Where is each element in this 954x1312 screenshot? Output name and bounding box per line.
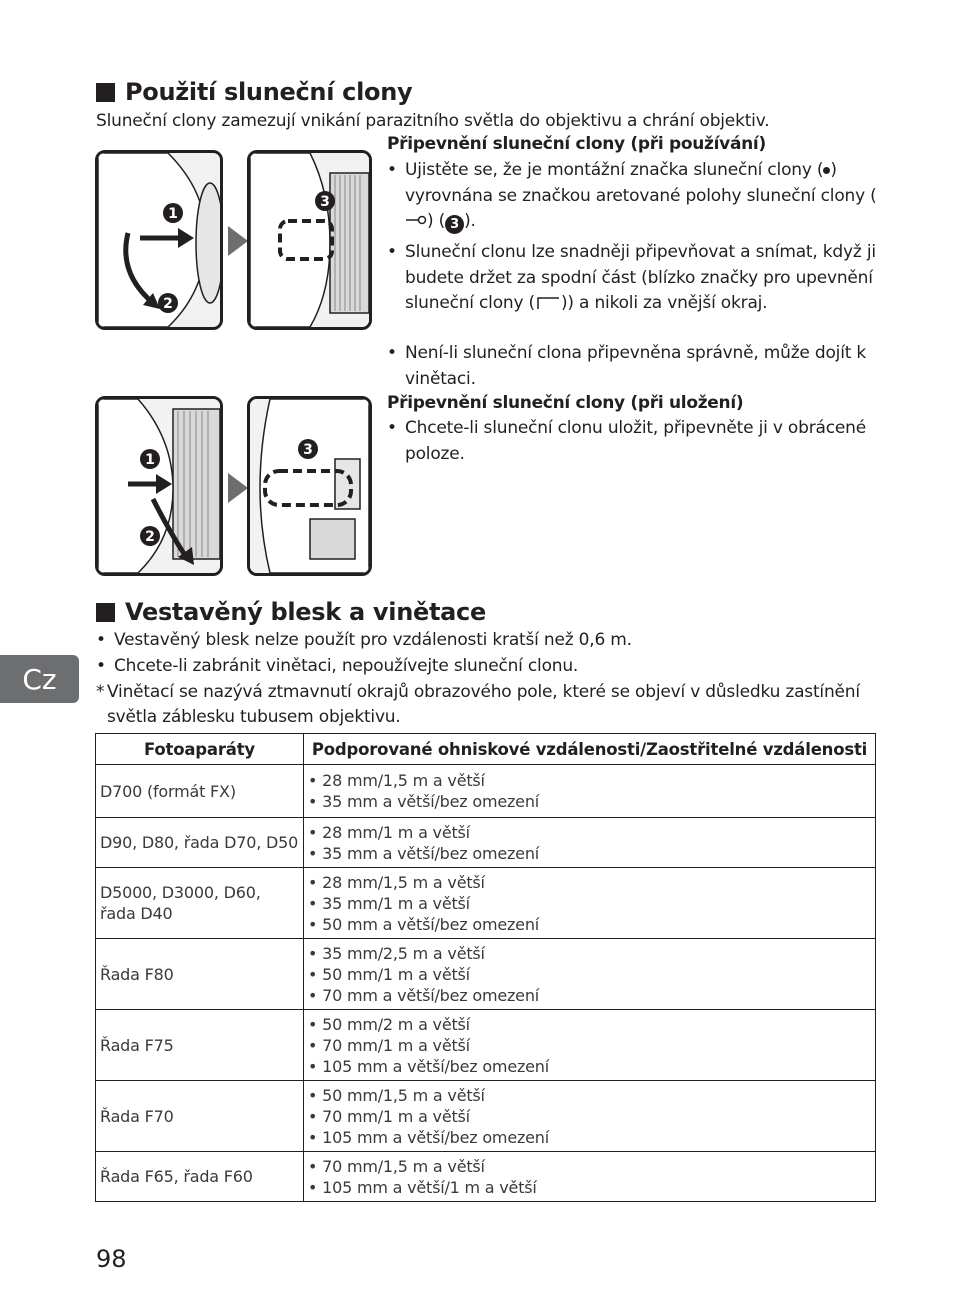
value-line: • 70 mm/1 m a větší	[308, 1106, 470, 1126]
table-row	[96, 1010, 876, 1081]
step-1-number: 1	[168, 206, 178, 222]
bullet-dot: •	[96, 630, 106, 650]
values-cell	[304, 868, 876, 939]
camera-cell: Řada F70	[96, 1081, 304, 1152]
bullet-text: Není-li sluneční clona připevněna správně, může dojít k vinětaci.	[405, 343, 867, 389]
bullet-text-part: ).	[464, 211, 476, 231]
camera-cell: Řada F75	[96, 1010, 304, 1081]
value-line: • 28 mm/1 m a větší	[308, 822, 470, 842]
arrow-right-icon	[228, 473, 248, 503]
store-step-1-number: 1	[145, 452, 155, 468]
figure-hood-store-step1	[95, 396, 223, 576]
step-2-number: 2	[163, 296, 173, 312]
camera-cell: D90, D80, řada D70, D50	[96, 818, 304, 868]
values-cell	[304, 1010, 876, 1081]
camera-cell: D700 (formát FX)	[96, 765, 304, 818]
values-cell	[304, 765, 876, 818]
bullet-text-part: Ujistěte se, že je montážní značka sluneční clony (	[405, 160, 824, 180]
table-header-row	[96, 734, 876, 765]
value-line: • 50 mm/2 m a větší	[308, 1014, 470, 1034]
bullet-dot: •	[387, 343, 397, 363]
hood-mount-icon	[535, 294, 561, 310]
bullet-text-part: ) vyrovnána se značkou aretované polohy sluneční clony (	[405, 160, 877, 206]
bullet-dot: •	[96, 656, 106, 676]
bullet-no-hood	[96, 654, 876, 680]
table-row	[96, 765, 876, 818]
value-line: • 50 mm a větší/bez omezení	[308, 914, 540, 934]
value-line: • 105 mm a větší/1 m a větší	[308, 1177, 537, 1197]
value-line: • 50 mm/1 m a větší	[308, 964, 470, 984]
section-heading-lens-hood	[96, 78, 412, 106]
value-line: • 35 mm/2,5 m a větší	[308, 943, 485, 963]
language-tab-czech: Cz	[0, 655, 79, 703]
values-cell	[304, 939, 876, 1010]
camera-cell: Řada F65, řada F60	[96, 1152, 304, 1202]
step-3-inline-badge: 3	[445, 215, 464, 234]
bullet-store	[387, 416, 877, 467]
square-bullet-icon	[96, 603, 115, 622]
values-cell	[304, 818, 876, 868]
bullet-text-part: ) (	[427, 211, 446, 231]
value-line: • 105 mm a větší/bez omezení	[308, 1127, 549, 1147]
bullet-dot: •	[387, 418, 397, 438]
table-row	[96, 868, 876, 939]
bullet-vignetting	[387, 341, 877, 392]
bullet-text: Chcete-li sluneční clonu uložit, připevněte ji v obrácené poloze.	[405, 418, 866, 464]
intro-text: Sluneční clony zamezují vnikání parazitního světla do objektivu a chrání objektiv.	[96, 111, 770, 131]
arrow-right-icon	[228, 226, 248, 256]
store-step-3-number: 3	[303, 442, 313, 458]
figure-hood-attach-step2	[247, 150, 372, 330]
header-focal-lengths: Podporované ohniskové vzdálenosti/Zaostřitelné vzdálenosti	[304, 734, 876, 765]
camera-cell: D5000, D3000, D60, řada D40	[96, 868, 304, 939]
value-line: • 35 mm a větší/bez omezení	[308, 792, 540, 811]
page-number: 98	[96, 1245, 127, 1273]
bullet-grip	[387, 240, 877, 317]
step-3-number: 3	[320, 194, 330, 210]
value-line: • 35 mm/1 m a větší	[308, 893, 470, 913]
section-title: Použití sluneční clony	[125, 78, 413, 106]
table-row	[96, 818, 876, 868]
value-line: • 70 mm a větší/bez omezení	[308, 985, 540, 1005]
camera-compatibility-table	[95, 733, 876, 1202]
table-row	[96, 1152, 876, 1202]
footnote-asterisk: *	[96, 682, 105, 702]
footnote-text: Vinětací se nazývá ztmavnutí okrajů obrazového pole, které se objeví v důsledku zastínění světla záblesku tubusem objektivu.	[107, 682, 860, 727]
bullet-text: Chcete-li zabránit vinětaci, nepoužívejte sluneční clonu.	[114, 656, 579, 676]
subheading-attach-store: Připevnění sluneční clony (při uložení)	[387, 393, 744, 413]
bullet-dot: •	[387, 242, 397, 262]
value-line: • 70 mm/1 m a větší	[308, 1035, 470, 1055]
value-line: • 35 mm a větší/bez omezení	[308, 843, 540, 863]
square-bullet-icon	[96, 83, 115, 102]
bullet-flash-distance	[96, 628, 876, 654]
camera-cell: Řada F80	[96, 939, 304, 1010]
values-cell	[304, 1081, 876, 1152]
bullet-text-part: )) a nikoli za vnější okraj.	[560, 293, 768, 313]
section-heading-flash	[96, 598, 486, 626]
table-row	[96, 939, 876, 1010]
figure-hood-attach-step1	[95, 150, 223, 330]
table-row	[96, 1081, 876, 1152]
value-line: • 28 mm/1,5 m a větší	[308, 771, 485, 790]
value-line: • 105 mm a větší/bez omezení	[308, 1056, 549, 1076]
value-line: • 70 mm/1,5 m a větší	[308, 1156, 485, 1176]
value-line: • 28 mm/1,5 m a větší	[308, 872, 485, 892]
value-line: • 50 mm/1,5 m a větší	[308, 1085, 485, 1105]
store-step-2-number: 2	[145, 529, 155, 545]
subheading-attach-use: Připevnění sluneční clony (při používání)	[387, 134, 766, 154]
bullet-text-part: Sluneční clonu lze snadněji připevňovat a snímat, když ji budete držet za spodní část (blízko značky pro upevnění sluneční clony (	[405, 242, 876, 313]
figure-hood-store-step2	[247, 396, 372, 576]
bullet-alignment	[387, 158, 877, 235]
values-cell	[304, 1152, 876, 1202]
section-title: Vestavěný blesk a vinětace	[125, 598, 486, 626]
header-cameras: Fotoaparáty	[96, 734, 304, 765]
bullet-dot: •	[387, 160, 397, 180]
lock-position-icon	[405, 213, 427, 227]
footnote-vignetting	[96, 680, 866, 730]
bullet-text: Vestavěný blesk nelze použít pro vzdálenosti kratší než 0,6 m.	[114, 630, 632, 650]
